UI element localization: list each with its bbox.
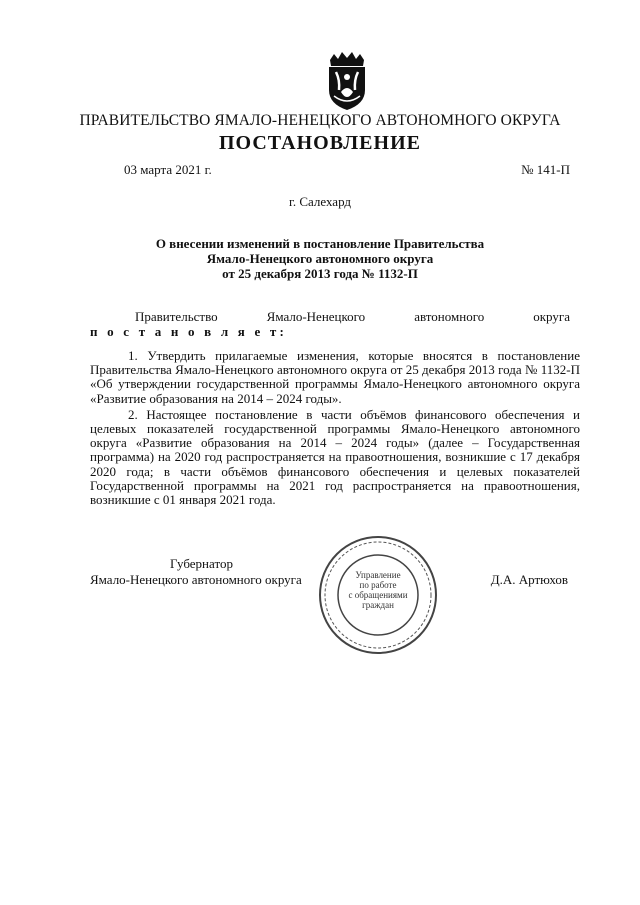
subject-line-2: Ямало-Ненецкого автономного округа xyxy=(206,251,434,266)
document-date: 03 марта 2021 г. xyxy=(124,162,212,177)
preamble-word-3: автономного xyxy=(414,309,485,324)
preamble-word-2: Ямало-Ненецкого xyxy=(266,309,366,324)
preamble-word-4: округа xyxy=(533,309,570,324)
preamble-word-1: Правительство xyxy=(135,309,218,324)
subject-line-3: от 25 декабря 2013 года № 1132-П xyxy=(222,266,418,281)
document-body xyxy=(90,349,580,509)
stamp-text xyxy=(336,570,420,610)
subject-line-1: О внесении изменений в постановление Правительства xyxy=(155,236,485,251)
signer-position-line-2: Ямало-Ненецкого автономного округа xyxy=(90,572,302,587)
document-subject xyxy=(100,236,540,281)
government-title: ПРАВИТЕЛЬСТВО ЯМАЛО-НЕНЕЦКОГО АВТОНОМНОГО ОКРУГА xyxy=(79,112,561,129)
stamp-line-2: по работе xyxy=(359,580,397,590)
preamble-decrees: п о с т а н о в л я е т: xyxy=(90,324,288,339)
document-city: г. Салехард xyxy=(288,194,352,209)
document-number: № 141-П xyxy=(521,162,570,177)
signer-position xyxy=(90,556,302,588)
signer-name: Д.А. Артюхов xyxy=(490,572,568,587)
coat-of-arms-icon xyxy=(324,50,370,112)
stamp-line-4: граждан xyxy=(362,600,394,610)
stamp-line-1: Управление xyxy=(355,570,401,580)
signer-position-line-1: Губернатор xyxy=(170,556,233,571)
body-paragraph-2: 2. Настоящее постановление в части объёмов финансового обеспечения и целевых показателей государственной программы Ямало-Ненецкого автономного округа «Развитие образования на 2014 – 2024 годы» (далее – Государственная программа) на 2020 год распространяется на правоотношения, возникшие с 17 декабря 2020 года; в части объёмов финансового обеспечения и целевых показателей Государственной программы на 2021 год распространяется на правоотношения, возникшие с 01 января 2021 года. xyxy=(90,406,580,508)
body-paragraph-1: 1. Утвердить прилагаемые изменения, которые вносятся в постановление Правительства Ямало-Ненецкого автономного округа от 25 декабря 2013 года № 1132-П «Об утверждении государственной программы Ямало-Ненецкого автономного округа «Развитие образования на 2014 – 2024 годы». xyxy=(90,348,580,406)
stamp-line-3: с обращениями xyxy=(348,590,408,600)
preamble xyxy=(90,309,570,339)
document-type: ПОСТАНОВЛЕНИЕ xyxy=(219,132,421,154)
